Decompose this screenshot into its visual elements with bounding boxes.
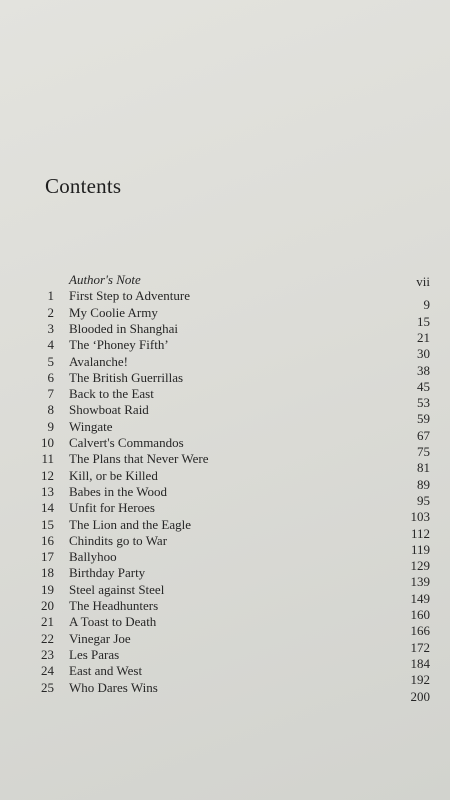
chapter-number: 23 (41, 646, 54, 662)
chapter-title: Showboat Raid (69, 402, 149, 418)
page-number: 139 (410, 574, 430, 590)
chapter-number: 10 (41, 435, 54, 450)
chapter-number: 19 (41, 581, 54, 597)
page-number: 9 (423, 297, 430, 313)
chapter-number: 1 (47, 288, 54, 304)
page-number: 59 (417, 411, 430, 427)
chapter-number: 15 (41, 516, 54, 532)
chapter-number: 21 (41, 614, 54, 630)
chapter-title: Ballyhoo (69, 549, 117, 565)
chapter-number: 18 (41, 565, 54, 581)
chapter-number: 9 (47, 418, 54, 434)
page-number: 200 (410, 688, 430, 704)
page-number: 166 (410, 623, 430, 639)
chapter-number: 14 (41, 500, 54, 516)
page-number: 95 (417, 492, 430, 508)
page-number: 15 (417, 313, 430, 329)
page-number: vii (416, 274, 430, 289)
page-number: 81 (417, 460, 430, 476)
chapter-number: 12 (41, 467, 54, 483)
chapter-title: The Plans that Never Were (69, 451, 209, 467)
chapter-number: 2 (47, 304, 54, 320)
chapter-title: My Coolie Army (69, 304, 158, 320)
chapter-number: 13 (41, 483, 54, 499)
page-number: 119 (410, 541, 430, 557)
chapter-number: 22 (41, 630, 54, 646)
chapter-title: Wingate (69, 418, 113, 434)
chapter-title: The British Guerrillas (69, 369, 184, 385)
chapter-number: 4 (47, 337, 54, 353)
chapter-number: 5 (47, 353, 54, 369)
chapter-number: 8 (47, 402, 54, 418)
page-number: 149 (410, 590, 430, 606)
chapter-title: Blooded in Shanghai (69, 320, 179, 336)
page-number: 30 (417, 346, 430, 362)
page-number: 38 (417, 362, 430, 378)
chapter-title: East and West (69, 663, 143, 679)
chapter-title: Who Dares Wins (69, 679, 158, 695)
chapter-title: Vinegar Joe (69, 630, 131, 646)
page-number: 184 (410, 655, 430, 671)
page-number: 89 (417, 476, 430, 492)
chapter-title: Back to the East (69, 386, 154, 402)
chapter-title: Chindits go to War (69, 532, 168, 548)
chapter-number: 11 (41, 451, 54, 467)
toc-entry (0, 679, 450, 704)
chapter-title: Birthday Party (69, 565, 146, 581)
page-number: 160 (410, 607, 430, 622)
page-number: 21 (417, 329, 430, 345)
toc-entry-authors-note (0, 272, 450, 288)
chapter-number: 17 (41, 549, 54, 565)
chapter-title: Steel against Steel (69, 581, 165, 597)
chapter-number: 3 (47, 320, 54, 336)
chapter-number: 20 (41, 598, 54, 613)
chapter-number: 25 (41, 679, 54, 695)
chapter-title: Calvert's Commandos (69, 435, 184, 450)
page-number: 45 (417, 378, 430, 394)
chapter-title: The ‘Phoney Fifth’ (69, 337, 169, 353)
chapter-title: A Toast to Death (69, 614, 157, 630)
chapter-title: Unfit for Heroes (69, 500, 155, 516)
chapter-number: 7 (47, 386, 54, 402)
page-title: Contents (45, 174, 122, 198)
page-number: 192 (410, 672, 430, 688)
chapter-title: Kill, or be Killed (69, 467, 158, 483)
page-number: 67 (417, 427, 430, 443)
page-number: 172 (410, 639, 430, 655)
page-number: 53 (417, 395, 430, 411)
chapter-title: The Lion and the Eagle (69, 516, 192, 532)
chapter-number: 16 (41, 532, 54, 548)
chapter-title: Les Paras (69, 646, 120, 662)
page-number: 129 (410, 558, 430, 574)
chapter-title: The Headhunters (69, 598, 159, 613)
chapter-number: 24 (41, 663, 54, 679)
chapter-title: Author's Note (69, 272, 141, 287)
page-number: 75 (417, 444, 430, 459)
page-number: 112 (410, 525, 430, 541)
chapter-number: 6 (47, 369, 54, 385)
chapter-title: Avalanche! (69, 353, 128, 369)
page-number: 103 (410, 509, 430, 525)
chapter-title: Babes in the Wood (69, 483, 168, 499)
chapter-title: First Step to Adventure (69, 288, 190, 304)
